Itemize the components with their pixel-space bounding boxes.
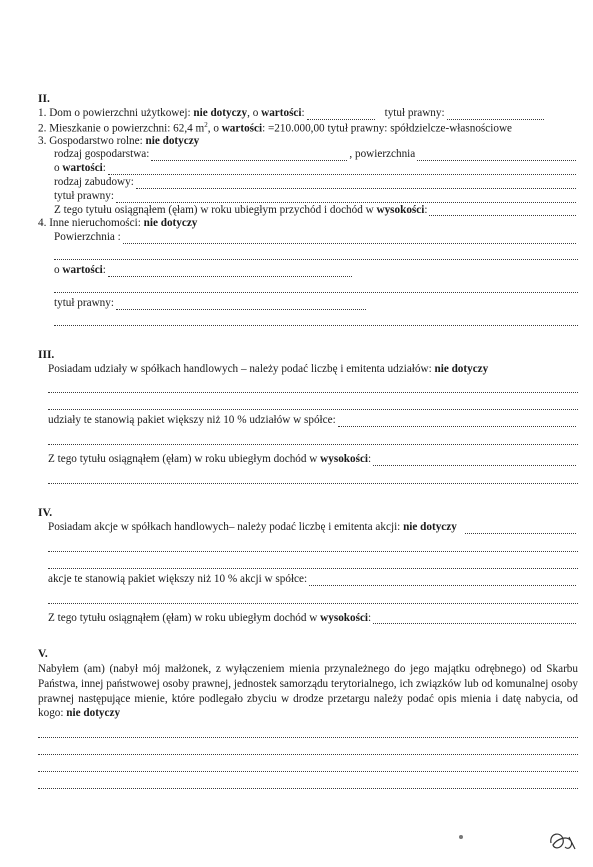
section-iii-title: III.: [38, 348, 55, 361]
farm-type-row: rodzaj gospodarstwa: , powierzchnia: [38, 148, 578, 162]
acquisition-line-1[interactable]: [38, 721, 578, 738]
acquisition-line-4[interactable]: [38, 772, 578, 789]
farm-buildings-row: rodzaj zabudowy:: [38, 176, 578, 190]
stocks-10pct-line-2[interactable]: [48, 587, 578, 604]
stocks-income-row: Z tego tytułu osiągnąłem (ęłam) w roku ubiegłym dochód w wysokości:: [38, 612, 578, 626]
acquisition-paragraph: Nabyłem (am) (nabył mój małżonek, z wyłączeniem mienia przynależnego do jego majątku odrębnego) od Skarbu Państwa, innej państwowej osoby prawnej, jednostek samorządu terytorialnego, ich związków lub od komunalnej osoby prawnej następujące mienie, które podlegało zbyciu w drodze przetargu należy podać opis mienia i datę nabycia, od kogo: nie dotyczy: [38, 663, 578, 720]
farm-row: 3. Gospodarstwo rolne: nie dotyczy: [38, 134, 200, 147]
other-property-row: 4. Inne nieruchomości: nie dotyczy: [38, 217, 198, 230]
shares-10pct-line-2[interactable]: [48, 428, 578, 445]
apartment-row: 2. Mieszkanie o powierzchni: 62,4 $m^2$, o wartości: =210.000,00 tytuł prawny: spółdzielcze-własnościowe: [38, 120, 512, 135]
scan-speck-icon: [459, 835, 463, 839]
stocks-line-1[interactable]: [48, 535, 578, 552]
stocks-10pct-field[interactable]: [309, 576, 576, 586]
farm-title-row: tytuł prawny:: [38, 190, 578, 204]
stocks-10pct-row: akcje te stanowią pakiet większy niż 10 % akcji w spółce:: [38, 573, 578, 587]
signature-initials-icon: [545, 825, 579, 855]
other-title-field[interactable]: [116, 300, 366, 310]
other-value-field[interactable]: [108, 267, 352, 277]
declaration-page: [38, 92, 578, 811]
section-iv: [38, 506, 578, 625]
shares-income-field[interactable]: [373, 456, 576, 466]
house-title-field[interactable]: [447, 110, 544, 120]
stocks-field[interactable]: [465, 524, 576, 534]
farm-value-row: o wartości:: [38, 162, 578, 176]
stocks-line-2[interactable]: [48, 552, 578, 569]
acquisition-line-2[interactable]: [38, 738, 578, 755]
other-title-line-2[interactable]: [54, 311, 578, 326]
farm-title-field[interactable]: [116, 193, 576, 203]
section-v: [38, 647, 578, 788]
farm-area-field[interactable]: [417, 151, 576, 161]
acquisition-line-3[interactable]: [38, 755, 578, 772]
house-value-field[interactable]: [307, 110, 375, 120]
section-v-title: V.: [38, 648, 48, 661]
section-iv-title: IV.: [38, 506, 53, 519]
section-ii: [38, 92, 578, 326]
shares-row: Posiadam udziały w spółkach handlowych – należy podać liczbę i emitenta udziałów: nie dotyczy: [48, 362, 489, 375]
shares-income-row: Z tego tytułu osiągnąłem (ęłam) w roku ubiegłym dochód w wysokości:: [38, 453, 578, 467]
other-area-row: Powierzchnia :: [38, 231, 578, 245]
other-value-row: o wartości:: [38, 264, 578, 278]
stocks-row: Posiadam akcje w spółkach handlowych– należy podać liczbę i emitenta akcji: nie dotyczy: [38, 521, 578, 535]
stocks-income-field[interactable]: [373, 614, 576, 624]
other-area-field[interactable]: [123, 234, 576, 244]
section-ii-title: II.: [38, 93, 50, 105]
other-value-line-2[interactable]: [54, 278, 578, 293]
farm-value-field[interactable]: [108, 165, 576, 175]
other-title-row: tytuł prawny:: [38, 297, 578, 311]
section-iii: [38, 348, 578, 484]
shares-10pct-row: udziały te stanowią pakiet większy niż 10 % udziałów w spółce:: [38, 414, 578, 428]
farm-type-field[interactable]: [151, 151, 347, 161]
shares-line-2[interactable]: [48, 393, 578, 410]
other-area-line-2[interactable]: [54, 245, 578, 260]
shares-line-1[interactable]: [48, 376, 578, 393]
shares-income-line-2[interactable]: [48, 467, 578, 484]
shares-10pct-field[interactable]: [338, 417, 576, 427]
farm-buildings-field[interactable]: [136, 179, 576, 189]
house-row: 1. Dom o powierzchni użytkowej: nie dotyczy, o wartości: tytuł prawny:: [38, 107, 578, 121]
farm-income-field[interactable]: [429, 206, 576, 216]
farm-income-row: Z tego tytułu osiągnąłem (ęłam) w roku ubiegłym przychód i dochód w wysokości:: [38, 204, 578, 218]
